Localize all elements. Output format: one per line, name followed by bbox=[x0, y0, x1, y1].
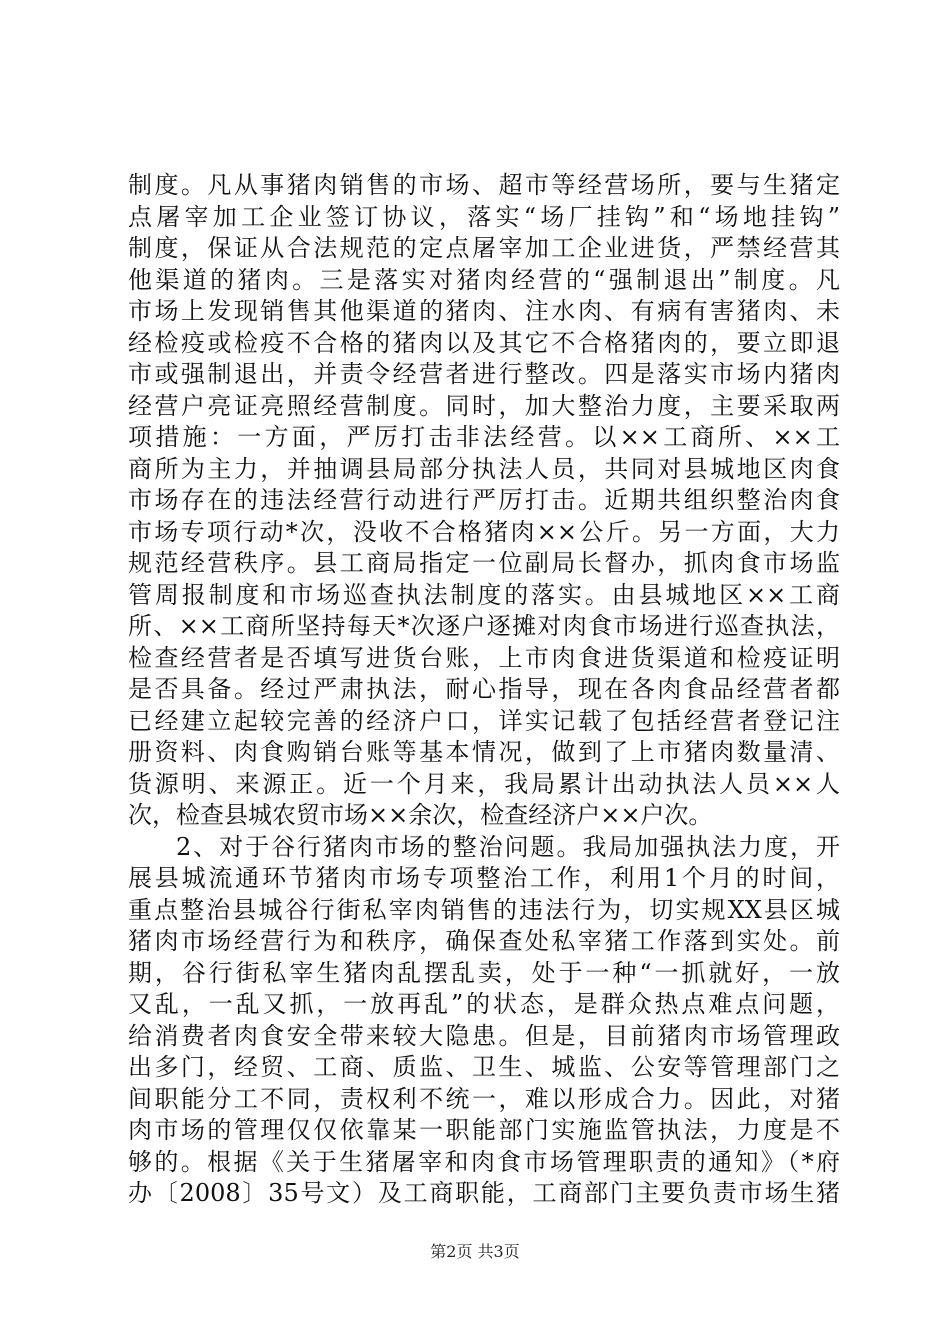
text-line: 货源明、来源正。近一个月来，我局累计出动执法人员××人 bbox=[128, 769, 840, 798]
text-line: 猪肉市场经营行为和秩序，确保查处私宰猪工作落到实处。前 bbox=[128, 927, 840, 955]
text-line: 又乱，一乱又抓，一放再乱”的状态，是群众热点难点问题， bbox=[128, 990, 840, 1018]
text-line: 检查经营者是否填写进货台账，上市肉食进货渠道和检疫证明 bbox=[128, 643, 840, 672]
text-line: 重点整治县城谷行街私宰肉销售的违法行为，切实规XX县区城 bbox=[128, 895, 840, 924]
text-line: 2、对于谷行猪肉市场的整治问题。我局加强执法力度，开 bbox=[176, 832, 840, 861]
text-line: 管周报制度和市场巡查执法制度的落实。由县城地区××工商 bbox=[128, 580, 840, 609]
text-line: 经检疫或检疫不合格的猪肉以及其它不合格猪肉的，要立即退 bbox=[128, 328, 840, 357]
text-line: 够的。根据《关于生猪屠宰和肉食市场管理职责的通知》（*府 bbox=[128, 1147, 840, 1176]
text-line: 商所为主力，并抽调县局部分执法人员，共同对县城地区肉食 bbox=[128, 454, 840, 483]
text-line: 给消费者肉食安全带来较大隐患。但是，目前猪肉市场管理政 bbox=[128, 1021, 840, 1050]
text-line: 市场上发现销售其他渠道的猪肉、注水肉、有病有害猪肉、未 bbox=[128, 297, 840, 325]
text-line: 他渠道的猪肉。三是落实对猪肉经营的“强制退出”制度。凡 bbox=[128, 265, 840, 294]
text-line: 次，检查县城农贸市场××余次，检查经济户××户次。 bbox=[128, 801, 713, 829]
text-line: 间职能分工不同，责权利不统一，难以形成合力。因此，对猪 bbox=[128, 1084, 840, 1113]
document-body bbox=[128, 170, 840, 1210]
text-line: 是否具备。经过严肃执法，耐心指导，现在各肉食品经营者都 bbox=[128, 675, 840, 703]
text-line: 市或强制退出，并责令经营者进行整改。四是落实市场内猪肉 bbox=[128, 360, 840, 388]
text-line: 出多门，经贸、工商、质监、卫生、城监、公安等管理部门之 bbox=[128, 1053, 840, 1081]
text-line: 期，谷行街私宰生猪肉乱摆乱卖，处于一种“一抓就好，一放 bbox=[128, 958, 840, 987]
text-line: 肉市场的管理仅仅依靠某一职能部门实施监管执法，力度是不 bbox=[128, 1116, 840, 1144]
text-line: 所、××工商所坚持每天*次逐户逐摊对肉食市场进行巡查执法， bbox=[128, 612, 840, 640]
text-line: 规范经营秩序。县工商局指定一位副局长督办，抓肉食市场监 bbox=[128, 549, 840, 577]
text-line: 制度，保证从合法规范的定点屠宰加工企业进货，严禁经营其 bbox=[128, 234, 840, 262]
text-line: 点屠宰加工企业签订协议，落实“场厂挂钩”和“场地挂钩” bbox=[128, 202, 840, 231]
text-line: 经营户亮证亮照经营制度。同时，加大整治力度，主要采取两 bbox=[128, 391, 840, 420]
text-line: 展县城流通环节猪肉市场专项整治工作，利用1个月的时间， bbox=[128, 864, 840, 892]
text-line: 市场专项行动*次，没收不合格猪肉××公斤。另一方面，大力 bbox=[128, 517, 840, 546]
text-line: 项措施：一方面，严厉打击非法经营。以××工商所、××工 bbox=[128, 423, 840, 451]
page-number-footer: 第2页 共3页 bbox=[430, 1242, 520, 1261]
text-line: 市场存在的违法经营行动进行严厉打击。近期共组织整治肉食 bbox=[128, 486, 840, 514]
text-line: 办〔2008〕35号文）及工商职能，工商部门主要负责市场生猪 bbox=[128, 1179, 840, 1207]
text-line: 册资料、肉食购销台账等基本情况，做到了上市猪肉数量清、 bbox=[128, 738, 840, 766]
text-line: 制度。凡从事猪肉销售的市场、超市等经营场所，要与生猪定 bbox=[128, 171, 840, 199]
text-line: 已经建立起较完善的经济户口，详实记载了包括经营者登记注 bbox=[128, 706, 840, 735]
